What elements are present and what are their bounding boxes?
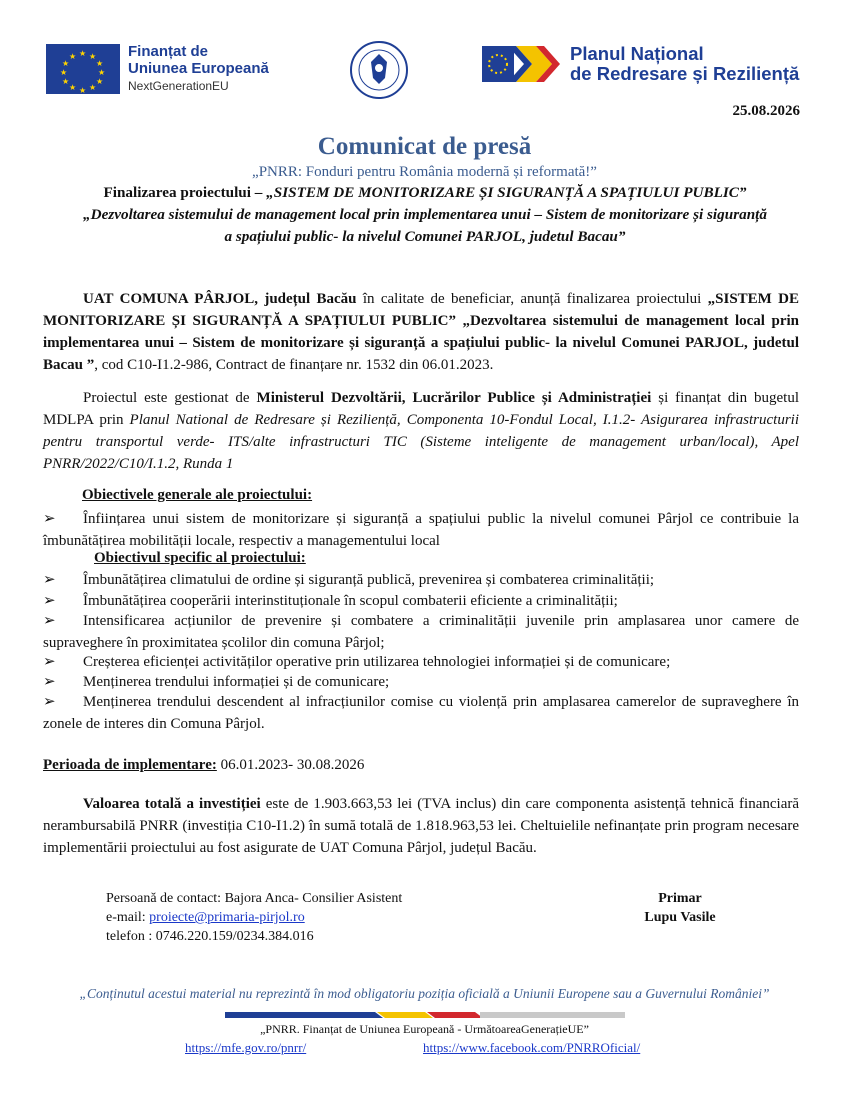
implementation-value: 06.01.2023- 30.08.2026: [216, 757, 365, 773]
pnrr-logo-line1: Planul Național: [570, 43, 704, 64]
eu-flag-icon: ★ ★ ★ ★ ★ ★ ★ ★ ★ ★ ★ ★: [46, 44, 120, 94]
signature-role: Primar: [658, 891, 702, 906]
bullet-arrow-icon: ➢: [43, 694, 56, 710]
footer-tagline: „PNRR. Finanțat de Uniunea Europeană - UrmătoareaGenerațieUE”: [260, 1022, 589, 1036]
email-label: e-mail:: [106, 910, 150, 925]
signature-block: [640, 889, 720, 927]
eu-funding-logo: [46, 43, 269, 95]
investment-label: Valoarea totală a investiției: [83, 796, 261, 812]
list-item: [43, 610, 799, 654]
bullet-arrow-icon: ➢: [43, 613, 56, 629]
eu-logo-line3: NextGenerationEU: [128, 79, 229, 93]
email-link[interactable]: proiecte@primaria-pirjol.ro: [149, 910, 305, 925]
general-objectives-title: Obiectivele generale ale proiectului:: [82, 487, 313, 503]
mfe-link[interactable]: https://mfe.gov.ro/pnrr/: [185, 1040, 307, 1055]
implementation-label: Perioada de implementare:: [43, 757, 217, 773]
contact-person: Persoană de contact: Bajora Anca- Consilier Asistent: [106, 891, 403, 906]
bullet-arrow-icon: ➢: [43, 654, 56, 670]
project-heading: [80, 182, 770, 248]
specific-objectives-title: Obiectivul specific al proiectului:: [94, 550, 306, 566]
intro-text: în calitate de beneficiar, anunță finalizarea proiectului: [356, 291, 708, 307]
list-item: [43, 671, 799, 693]
eu-logo-line2: Uniunea Europeană: [128, 60, 269, 77]
financing-start: Proiectul este gestionat de: [83, 390, 257, 406]
specific-objective-text: Îmbunătățirea climatului de ordine și siguranță publică, prevenirea și combaterea criminalității;: [83, 572, 655, 588]
pnrr-logo: [482, 42, 799, 86]
investment-text: este de 1.903.663,53 lei (TVA inclus) din care componenta asistență tehnică financiară nerambursabilă PNRR (investiția C10-I1.2) în sumă totală de 1.818.963,53 lei. Cheltuielile nefinanțate prin program necesare implementării proiectului au fost asigurate de UAT Comuna Pârjol, județul Bacău.: [43, 796, 800, 856]
signature-name: Lupu Vasile: [644, 910, 716, 925]
contact-email-line: [106, 908, 402, 927]
specific-objective-text: Intensificarea acțiunilor de prevenire și combatere a criminalității juvenile prin amplasarea unor camere de supraveghere în proximitatea școlilor din comuna Pârjol;: [43, 613, 799, 651]
financing-paragraph: [43, 387, 799, 475]
disclaimer: „Conținutul acestui material nu reprezintă în mod obligatoriu poziția oficială a Uniunii Europene sau a Guvernului României”: [79, 986, 770, 1001]
contact-block: [106, 889, 402, 946]
heading-prefix: Finalizarea proiectului –: [103, 184, 267, 201]
general-objective-text: Înființarea unui sistem de monitorizare și siguranță a spațiului public la nivelul comunei Pârjol ce contribuie la îmbunătățirea mobilității locale, respectiv a managementului local: [43, 511, 799, 549]
page-subtitle: „PNRR: Fonduri pentru România modernă și reformată!”: [252, 164, 597, 180]
specific-objective-text: Creșterea eficienței activităților operative prin utilizarea tehnologiei informației și de comunicare;: [83, 654, 671, 670]
list-item: [43, 508, 799, 552]
bullet-arrow-icon: ➢: [43, 593, 56, 609]
program-name: Planul National de Redresare și Reziliență, Componenta 10-Fondul Local, I.1.2- Asigurarea infrastructurii pentru transportul verde- ITS/alte infrastructuri TIC (Sisteme inteligente de management urban/local), Apel PNRR/2022/C10/I.1.2, Runda 1: [43, 412, 799, 472]
specific-objective-text: Menținerea trendului informației și de comunicare;: [83, 674, 390, 690]
eu-logo-line1: Finanțat de: [128, 43, 209, 60]
list-item: [43, 590, 799, 612]
bullet-arrow-icon: ➢: [43, 511, 56, 527]
contract-info: , cod C10-I1.2-986, Contract de finanțare nr. 1532 din 06.01.2023.: [94, 357, 494, 373]
list-item: [43, 691, 799, 735]
facebook-link[interactable]: https://www.facebook.com/PNRROficial/: [423, 1040, 641, 1055]
specific-objective-text: Menținerea trendului descendent al infracțiunilor comise cu violență prin amplasarea camerelor de supraveghere în zonele de interes din Comuna Pârjol.: [43, 694, 799, 732]
pnrr-flag-icon: [482, 42, 562, 86]
heading-project-name: „SISTEM DE MONITORIZARE ȘI SIGURANȚĂ A SPAȚIULUI PUBLIC” „Dezvoltarea sistemului de management local prin implementarea unui – Sistem de monitorizare și siguranță a spațiului public- la nivelul Comunei PARJOL, judetul Bacau”: [83, 184, 767, 245]
contact-phone: telefon : 0746.220.159/0234.384.016: [106, 929, 314, 944]
specific-objective-text: Îmbunătățirea cooperării interinstituționale în scopul combaterii eficiente a criminalității;: [83, 593, 618, 609]
list-item: [43, 651, 799, 673]
bullet-arrow-icon: ➢: [43, 674, 56, 690]
investment-paragraph: [43, 793, 799, 859]
bullet-arrow-icon: ➢: [43, 572, 56, 588]
page-title: Comunicat de presă: [317, 133, 532, 160]
footer-divider: [225, 1007, 625, 1017]
pnrr-logo-line2: de Redresare și Reziliență: [570, 63, 800, 84]
beneficiary-name: UAT COMUNA PÂRJOL, județul Bacău: [83, 291, 357, 307]
implementation-period: [43, 754, 799, 776]
document-date: 25.08.2026: [732, 103, 800, 119]
intro-paragraph: [43, 288, 799, 376]
ministry-name: Ministerul Dezvoltării, Lucrărilor Publice și Administrației: [256, 390, 652, 406]
financing-mid: și finanțat din bugetul MDLPA prin: [43, 390, 800, 428]
list-item: [43, 569, 799, 591]
project-name: „SISTEM DE MONITORIZARE ȘI SIGURANȚĂ A SPAȚIULUI PUBLIC” „Dezvoltarea sistemului de management local prin implementarea unui – Sistem de monitorizare și siguranță a spațiului public- la nivelul Comunei PARJOL, judetul Bacau ”: [43, 291, 799, 373]
guvernul-romaniei-seal-icon: [349, 40, 409, 100]
